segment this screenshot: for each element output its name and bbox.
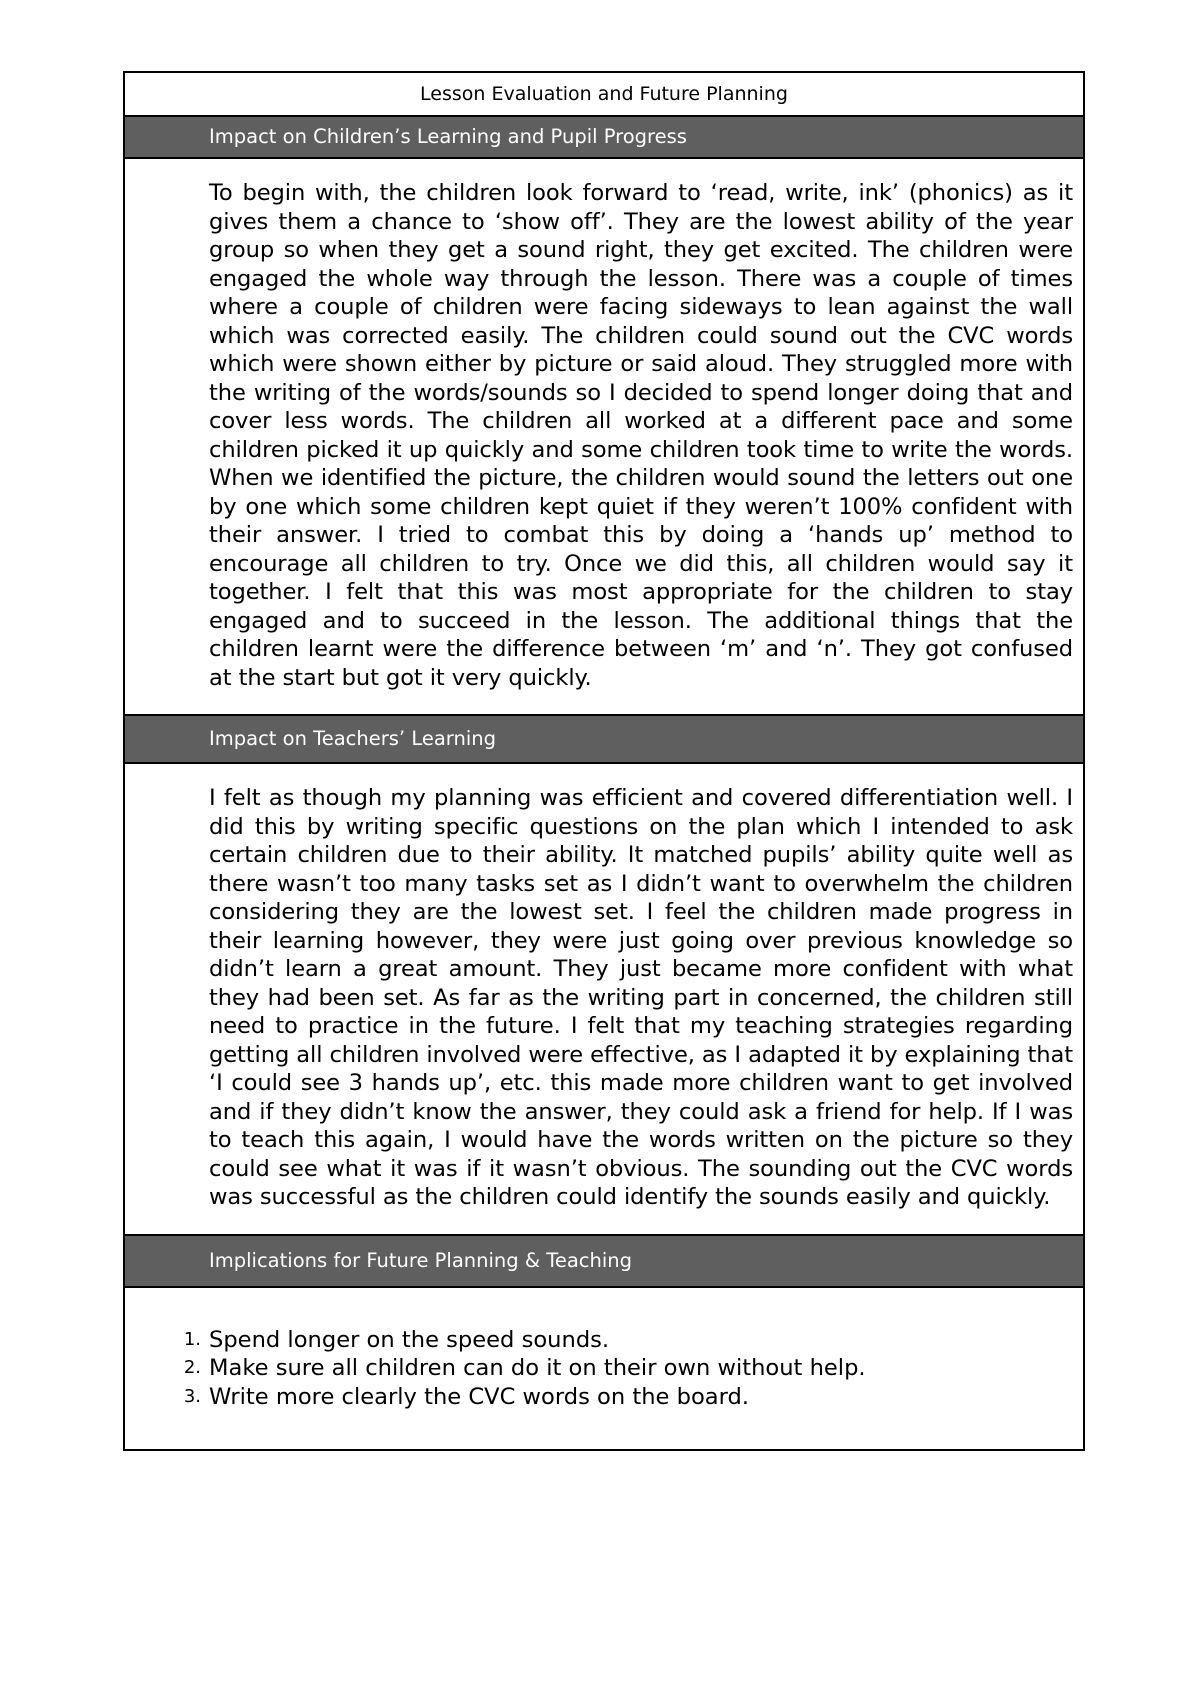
teachers-learning-paragraph: I felt as though my planning was efficient and covered differentiation well. I did this by writing specific questions on the plan which I intended to ask certain children due to their ability. It matched pupils’ ability quite well as there wasn’t too many tasks set as I didn’t want to overwhelm the children considering they are the lowest set. I feel the children made progress in their learning however, they were just going over previous knowledge so didn’t learn a great amount. They just became more confident with what they had been set. As far as the writing part in concerned, the children still need to practice in the future. I felt that my teaching strategies regarding getting all children involved were effective, as I adapted it by explaining that ‘I could see 3 hands up’, etc. this made more children want to get involved and if they didn’t know the answer, they could ask a friend for help. If I was to teach this again, I would have the words written on the picture so they could see what it was if it wasn’t obvious. The sounding out the CVC words was successful as the children could identify the sounds easily and quickly. [209, 785, 1073, 1210]
section-heading-teachers-learning: Impact on Teachers’ Learning [125, 716, 1083, 764]
list-item [183, 1326, 1073, 1355]
section-body-teachers-learning [125, 764, 1083, 1236]
list-item-number: 3. [183, 1385, 201, 1407]
section-heading-children-learning: Impact on Children’s Learning and Pupil Progress [125, 117, 1083, 159]
list-item-text: Make sure all children can do it on their own without help. [209, 1355, 866, 1381]
document-title: Lesson Evaluation and Future Planning [125, 73, 1083, 117]
list-item-number: 1. [183, 1328, 201, 1350]
list-item-text: Spend longer on the speed sounds. [209, 1326, 610, 1353]
list-item [183, 1354, 1073, 1383]
section-body-children-learning [125, 159, 1083, 716]
list-item-number: 2. [183, 1357, 201, 1378]
lesson-evaluation-table [123, 71, 1085, 1451]
list-item-text: Write more clearly the CVC words on the board. [209, 1383, 750, 1410]
list-item [183, 1383, 1073, 1412]
children-learning-paragraph: To begin with, the children look forward to ‘read, write, ink’ (phonics) as it gives them a chance to ‘show off’. They are the lowest ability of the year group so when they get a sound right, they get excited. The children were engaged the whole way through the lesson. There was a couple of times where a couple of children were facing sideways to lean against the wall which was corrected easily. The children could sound out the CVC words which were shown either by picture or said aloud. They struggled more with the writing of the words/sounds so I decided to spend longer doing that and cover less words. The children all worked at a different pace and some children picked it up quickly and some children took time to write the words. When we identified the picture, the children would sound the letters out one by one which some children kept quiet if they weren’t 100% confident with their answer. I tried to combat this by doing a ‘hands up’ method to encourage all children to try. Once we did this, all children would say it together. I felt that this was most appropriate for the children to stay engaged and to succeed in the lesson. The additional things that the children learnt were the difference between ‘m’ and ‘n’. They got confused at the start but got it very quickly. [209, 180, 1073, 691]
section-heading-future-planning: Implications for Future Planning & Teaching [125, 1236, 1083, 1288]
future-planning-list [183, 1326, 1073, 1412]
section-body-future-planning [125, 1288, 1083, 1450]
